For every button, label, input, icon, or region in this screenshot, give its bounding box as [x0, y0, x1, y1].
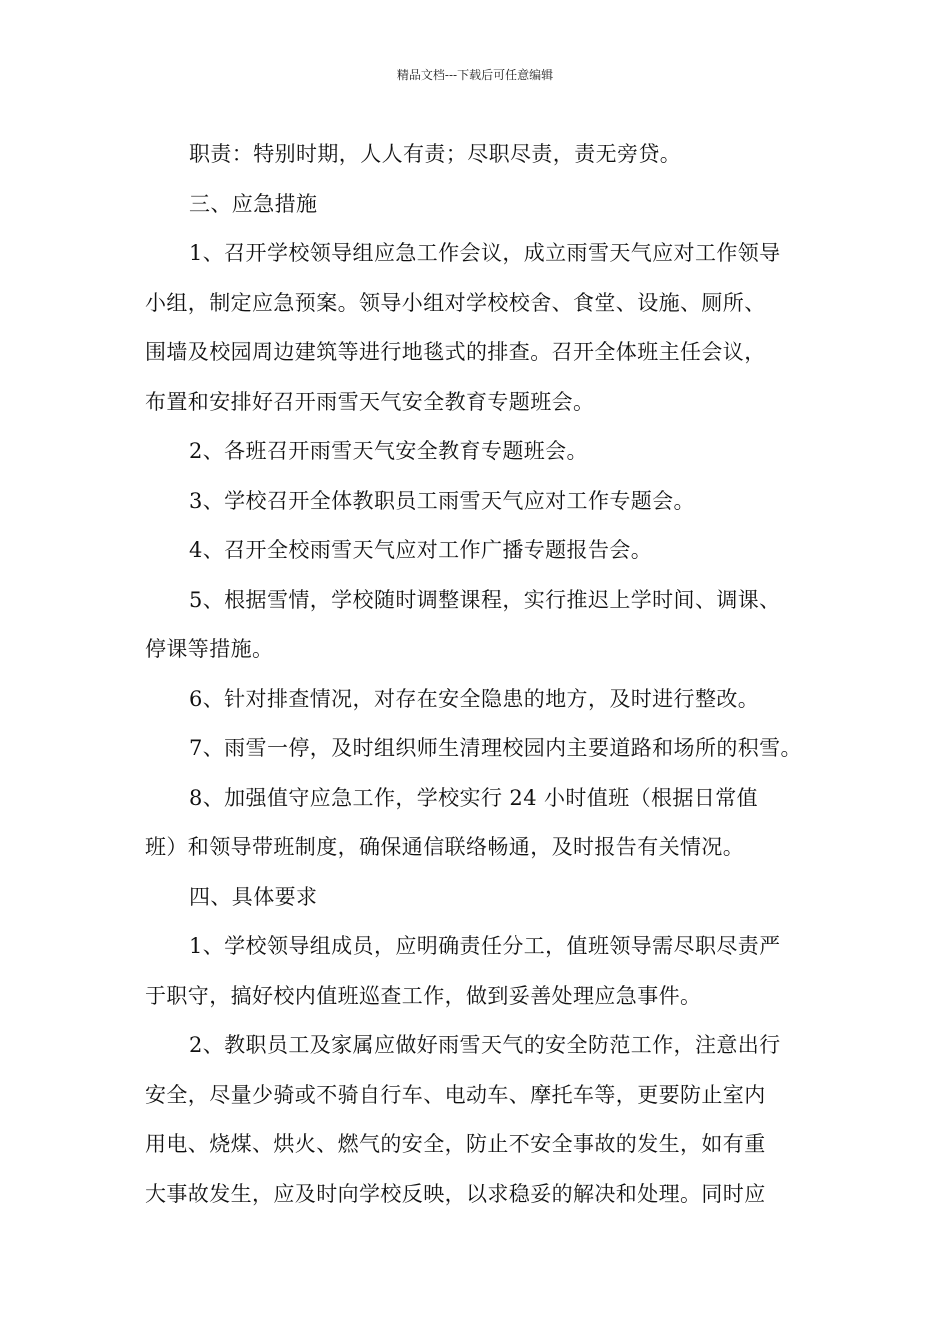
paragraph-line: 1、召开学校领导组应急工作会议，成立雨雪天气应对工作领导	[189, 241, 781, 265]
page-header: 精品文档---下载后可任意编辑	[396, 68, 554, 82]
paragraph-line: 班）和领导带班制度，确保通信联络畅通，及时报告有关情况。	[145, 835, 745, 859]
paragraph-line: 2、各班召开雨雪天气安全教育专题班会。	[189, 439, 588, 463]
paragraph-line: 7、雨雪一停，及时组织师生清理校园内主要道路和场所的积雪。	[189, 736, 802, 760]
section-heading: 三、应急措施	[189, 191, 318, 216]
paragraph-line: 8、加强值守应急工作，学校实行 24 小时值班（根据日常值	[189, 785, 759, 810]
paragraph-line: 用电、烧煤、烘火、燃气的安全，防止不安全事故的发生，如有重	[145, 1132, 766, 1156]
section-heading: 四、具体要求	[189, 884, 318, 909]
paragraph-line: 围墙及校园周边建筑等进行地毯式的排查。召开全体班主任会议，	[145, 340, 766, 364]
paragraph-line: 4、召开全校雨雪天气应对工作广播专题报告会。	[189, 538, 653, 562]
paragraph-line: 安全，尽量少骑或不骑自行车、电动车、摩托车等，更要防止室内	[145, 1082, 766, 1107]
paragraph-line: 6、针对排查情况，对存在安全隐患的地方，及时进行整改。	[189, 686, 760, 711]
paragraph-line: 大事故发生，应及时向学校反映，以求稳妥的解决和处理。同时应	[145, 1181, 766, 1206]
paragraph-line: 3、学校召开全体教职员工雨雪天气应对工作专题会。	[189, 488, 695, 513]
paragraph-line: 职责：特别时期，人人有责；尽职尽责，责无旁贷。	[189, 142, 682, 166]
document-body	[145, 130, 815, 1219]
paragraph-line: 2、教职员工及家属应做好雨雪天气的安全防范工作，注意出行	[189, 1033, 781, 1057]
paragraph-line: 停课等措施。	[145, 637, 274, 661]
paragraph-line: 1、学校领导组成员，应明确责任分工，值班领导需尽职尽责严	[189, 934, 781, 958]
paragraph-line: 布置和安排好召开雨雪天气安全教育专题班会。	[145, 389, 595, 414]
paragraph-line: 小组，制定应急预案。领导小组对学校校舍、食堂、设施、厕所、	[145, 290, 766, 315]
paragraph-line: 于职守，搞好校内值班巡查工作，做到妥善处理应急事件。	[145, 983, 702, 1008]
paragraph-line: 5、根据雪情，学校随时调整课程，实行推迟上学时间、调课、	[189, 587, 781, 612]
